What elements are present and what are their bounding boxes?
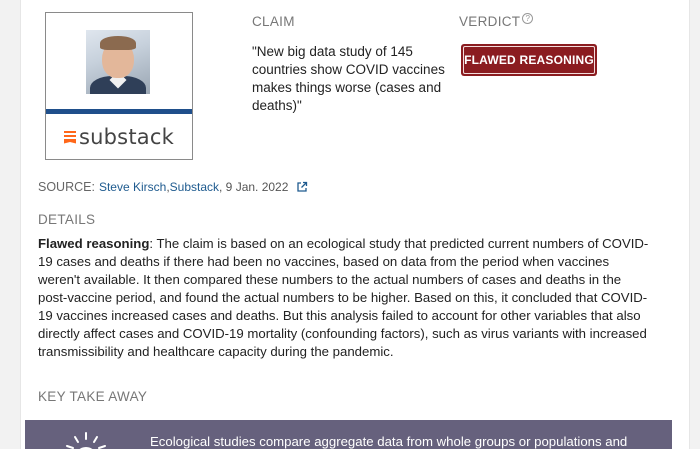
source-label: SOURCE: (38, 180, 95, 194)
key-take-away-label: KEY TAKE AWAY (38, 389, 148, 404)
external-link-icon[interactable] (296, 181, 308, 193)
verdict-label-text: VERDICT (459, 14, 521, 29)
details-label: DETAILS (38, 212, 96, 227)
verdict-badge (461, 44, 597, 76)
claim-text: "New big data study of 145 countries show COVID vaccines makes things worse (cases and deaths)" (252, 44, 445, 113)
help-icon[interactable]: ? (522, 13, 533, 24)
source-author-link[interactable]: Steve Kirsch (98, 180, 167, 194)
source-date: , 9 Jan. 2022 (219, 180, 289, 194)
verdict-label (459, 14, 533, 29)
divider-bar (46, 109, 192, 114)
author-photo (86, 30, 150, 94)
substack-wordmark: substack (79, 125, 174, 149)
key-take-away-text: Ecological studies compare aggregate data from whole groups or populations and (150, 434, 628, 449)
source-outlet-link[interactable]: Substack (169, 180, 220, 194)
verdict-badge-label: FLAWED REASONING (463, 46, 595, 74)
details-body: : The claim is based on an ecological study that predicted current numbers of COVID-19 cases and deaths if there had been no vaccines, based on data from the period when vaccines weren't available. It then compared these numbers to the actual numbers of cases and deaths in the post-vaccine period, and found the actual numbers to be higher. Based on this, it concluded that COVID-19 vaccines increased cases and deaths. But this analysis failed to account for other variables that also directly affect cases and COVID-19 mortality (confounding factors), such as virus variants with increased transmissibility and healthcare capacity during the pandemic. (38, 236, 649, 359)
source-thumbnail[interactable] (45, 12, 193, 160)
substack-logo (64, 125, 174, 149)
details-text (38, 235, 650, 361)
lightbulb-icon (64, 428, 108, 449)
substack-icon (64, 131, 76, 144)
details-lead: Flawed reasoning (38, 236, 150, 251)
source-line (38, 180, 308, 194)
claim-label: CLAIM (252, 14, 295, 29)
source-separator: , (166, 180, 170, 194)
